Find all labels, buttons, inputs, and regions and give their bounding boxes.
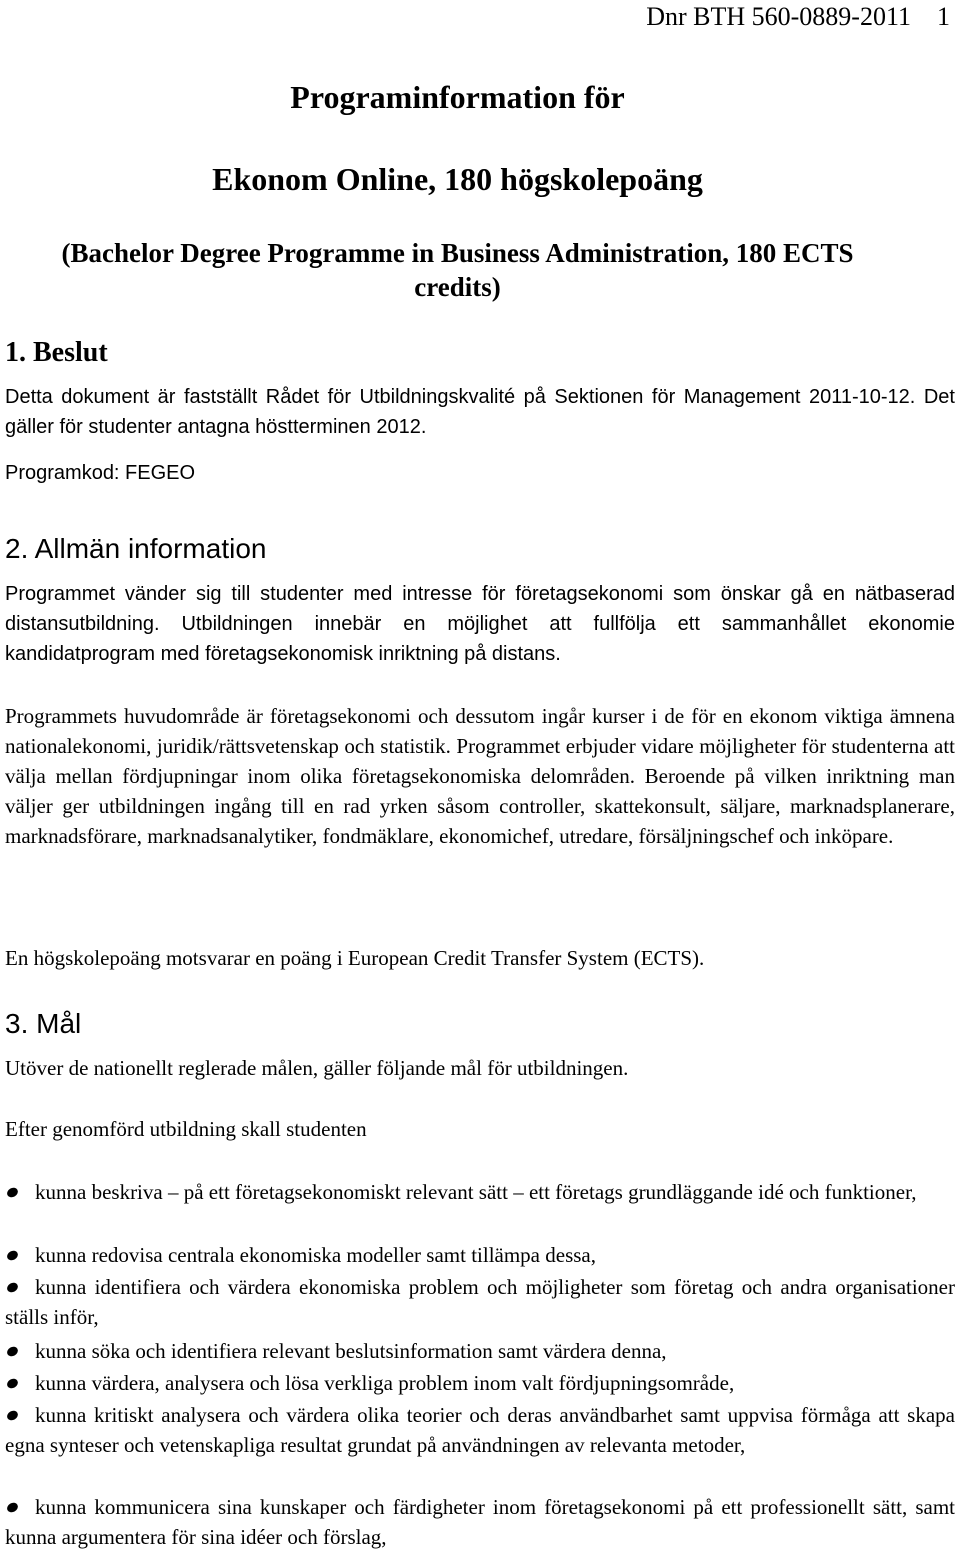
section-heading-goals: 3. Mål (5, 1008, 82, 1039)
bullet-icon (5, 1249, 19, 1262)
document-reference: Dnr BTH 560-0889-2011 (646, 2, 911, 31)
bullet-icon (5, 1281, 19, 1294)
section-heading-beslut: 1. Beslut (5, 337, 108, 368)
decision-paragraph: Detta dokument är fastställt Rådet för Utbildningskvalité på Sektionen för Management 2011-10-12. Det gäller för studenter antagna höstterminen 2012. (5, 386, 955, 438)
list-item: kunna kritiskt analysera och värdera olika teorier och deras användbarhet samt uppvisa förmåga att skapa egna synteser och vetenskapliga resultat grundat på användningen av relevanta metoder, (5, 1403, 955, 1457)
english-title-line1: (Bachelor Degree Programme in Business Administration, 180 ECTS (61, 238, 854, 268)
list-item: kunna söka och identifiera relevant beslutsinformation samt värdera denna, (5, 1336, 955, 1366)
document-title: Programinformation för (290, 79, 625, 115)
section-heading-general-info: 2. Allmän information (5, 533, 267, 564)
goals-lead: Efter genomförd utbildning skall studenten (5, 1117, 367, 1141)
bullet-icon (5, 1186, 19, 1199)
list-item: kunna beskriva – på ett företagsekonomiskt relevant sätt – ett företags grundläggande idé och funktioner, (5, 1177, 955, 1207)
program-title: Ekonom Online, 180 högskolepoäng (212, 161, 703, 197)
bullet-icon (5, 1409, 19, 1422)
page-number: 1 (937, 2, 950, 31)
english-title (0, 236, 915, 304)
general-info-paragraph: Programmet vänder sig till studenter med intresse för företagsekonomi som önskar gå en nätbaserad distansutbildning. Utbildningen innebär en möjlighet att fullfölja ett sammanhållet ekonomie kandidatprogram med företagsekonomisk inriktning på distans. (5, 583, 955, 665)
goals-intro: Utöver de nationellt reglerade målen, gäller följande mål för utbildningen. (5, 1056, 629, 1080)
bullet-icon (5, 1377, 19, 1390)
list-item: kunna kommunicera sina kunskaper och färdigheter inom företagsekonomi på ett professionellt sätt, samt kunna argumentera för sina idéer och förslag, (5, 1495, 955, 1549)
bullet-icon (5, 1345, 19, 1358)
page-header (646, 2, 950, 32)
list-item: kunna redovisa centrala ekonomiska modeller samt tillämpa dessa, (5, 1240, 955, 1270)
english-title-line2: credits) (414, 272, 501, 302)
list-item: kunna värdera, analysera och lösa verkliga problem inom valt fördjupningsområde, (5, 1368, 955, 1398)
list-item: kunna identifiera och värdera ekonomiska problem och möjligheter som företag och andra organisationer ställs inför, (5, 1275, 955, 1329)
ects-paragraph: En högskolepoäng motsvarar en poäng i European Credit Transfer System (ECTS). (5, 946, 705, 970)
bullet-icon (5, 1501, 19, 1514)
main-area-paragraph: Programmets huvudområde är företagsekonomi och dessutom ingår kurser i de för en ekonom viktiga ämnena nationalekonomi, juridik/rättsvetenskap och statistik. Programmet erbjuder vidare möjligheter för studenterna att välja mellan fördjupningar inom olika företagsekonomiska delområden. Beroende på vilken inriktning man väljer ger utbildningen ingång till en rad yrken såsom controller, skattekonsult, säljare, marknadsplanerare, marknadsförare, marknadsanalytiker, fondmäklare, ekonomichef, utredare, försäljningschef och inköpare. (5, 704, 955, 848)
program-code: Programkod: FEGEO (5, 462, 196, 484)
